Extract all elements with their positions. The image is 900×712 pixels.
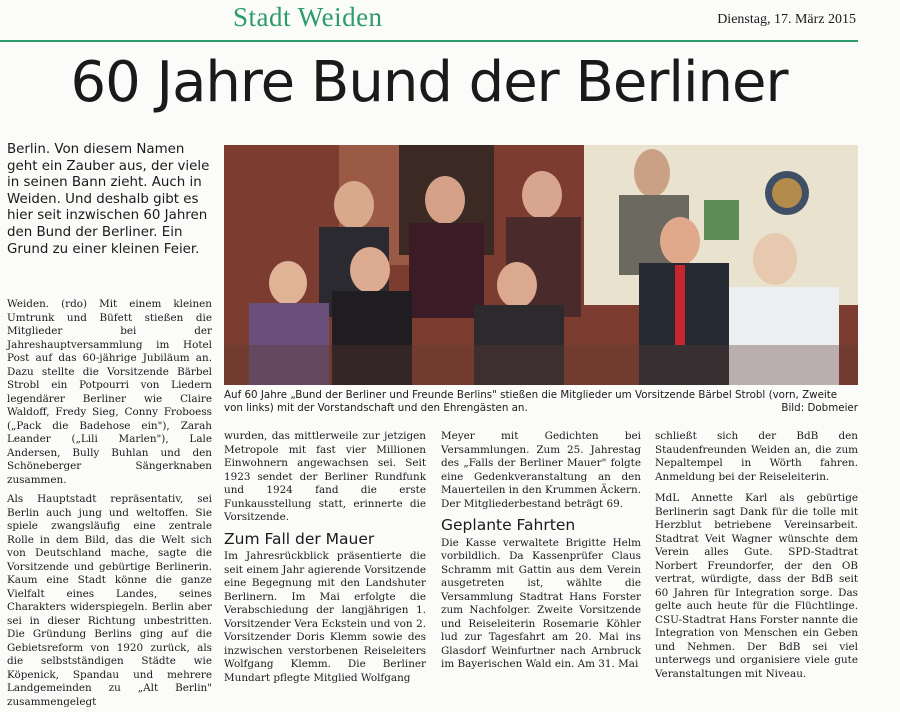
section-title: Stadt Weiden — [233, 2, 383, 32]
paragraph: Als Hauptstadt repräsentativ, sei Berlin auch jung und weltoffen. Sie spiele zwangsläufig eine zentrale Rolle in dem Bild, das die Welt sich von Deutschland mache, sagte die Vorsitzende und gebürtige Berlinerin. Kaum eine Stadt könne die ganze Vielfalt eines Landes, seines Charakters widerspiegeln. Berlin aber sei in dieser Richtung unbestritten. Die Gründung Berlins ging auf die Gebietsreform von 1920 zurück, als die selbstständigen Städte wie Köpenick, Spandau und mehrere Landgemeinden zu „Alt Berlin" zusammengelegt — [7, 493, 212, 708]
headline: 60 Jahre Bund der Berliner — [70, 50, 788, 115]
paragraph: wurden, das mittlerweile zur jetzigen Metropole mit fast vier Millionen Einwohnern angewachsen sei. Seit 1923 sendet der Berliner Rundfunk und 1924 fand die erste Funkausstellung statt, erinnerte die Vorsitzende. — [224, 430, 426, 523]
header-rule — [0, 40, 858, 42]
subheading: Geplante Fahrten — [441, 516, 576, 534]
paragraph: Die Kasse verwaltete Brigitte Helm vorbildlich. Da Kassenprüfer Claus Schramm mit Gattin aus dem Verein ausgetreten ist, wählte die Versammlung Stadtrat Hans Forster zum Nachfolger. Zweite Vorsitzende und Reiseleiterin Rosemarie Köhler lud zur Tagesfahrt am 20. Mai ins Glasdorf Weinfurtner nach Arnbruck im Bayerischen Wald ein. Am 31. Mai — [441, 536, 641, 670]
caption-text: Auf 60 Jahre „Bund der Berliner und Freunde Berlins" stießen die Mitglieder um Vorsitzende Bärbel Strobl (vorn, Zweite von links) mit der Vorstandschaft und den Ehrengästen an. — [224, 389, 838, 414]
paragraph: Meyer mit Gedichten bei Versammlungen. Zum 25. Jahrestag des „Falls der Berliner Mauer" folgte eine Gedenkveranstaltung an den Mauerteilen in den Krummen Äckern. Der Mitgliederbestand beträgt 69. — [441, 430, 641, 510]
subheading: Zum Fall der Mauer — [224, 529, 375, 548]
group-photo — [224, 145, 858, 385]
lead-paragraph: Berlin. Von diesem Namen geht ein Zauber aus, der viele in seinen Bann zieht. Auch in Weiden. Und deshalb gibt es hier seit inzwischen 60 Jahren den Bund der Berliner. Ein Grund zu einer kleinen Feier. — [7, 142, 210, 257]
photo-credit: Bild: Dobmeier — [781, 402, 858, 414]
paragraph: Weiden. (rdo) Mit einem kleinen Umtrunk und Büfett stießen die Mitglieder bei der Jahreshauptversammlung im Hotel Post auf das 60-jährige Jubiläum an. Dazu stellte die Vorsitzende Bärbel Strobl ein Potpourri von Liedern legendärer Berliner wie Claire Waldoff, Fredy Sieg, Conny Froboess („Pack die Badehose ein"), Zarah Leander („Lili Marlen"), Lale Andersen, Bully Buhlan und den Schöneberger Sängerknaben zusammen. — [7, 298, 212, 486]
article-column-4 — [655, 430, 858, 684]
paragraph: schließt sich der BdB den Staudenfreunden Weiden an, die zum Nepaltempel in Wörth fahren. Anmeldung bei der Reiseleiterin. — [655, 430, 858, 483]
paragraph: Im Jahresrückblick präsentierte die seit einem Jahr agierende Vorsitzende eine Begegnung mit den Landshuter Berlinern. Im Mai erfolgte die Verabschiedung der langjährigen 1. Vorsitzender Vera Eckstein und von 2. Vorsitzender Doris Klemm sowie des inzwischen verstorbenen Reiseleiters Wolfgang Klemm. Die Berliner Mundart pflegte Mitglied Wolfgang — [224, 550, 426, 684]
article-column-2 — [224, 430, 426, 688]
article-column-1 — [7, 298, 212, 712]
article-column-3 — [441, 430, 641, 675]
photo-caption — [224, 389, 858, 415]
issue-date: Dienstag, 17. März 2015 — [717, 12, 856, 27]
paragraph: MdL Annette Karl als gebürtige Berlinerin sagt Dank für die tolle mit Herzblut betriebene Vereinsarbeit. Stadtrat Veit Wagner wünschte dem Verein alles Gute. SPD-Stadtrat Norbert Freundorfer, der den OB vertrat, würdigte, dass der BdB seit 60 Jahren für Integration sorge. Das gelte auch heute für die Flüchtlinge. CSU-Stadtrat Hans Forster nannte die Integration von Menschen ein Geben und Nehmen. Der BdB sei viel unterwegs und organisiere viele gute Veranstaltungen mit Niveau. — [655, 492, 858, 680]
